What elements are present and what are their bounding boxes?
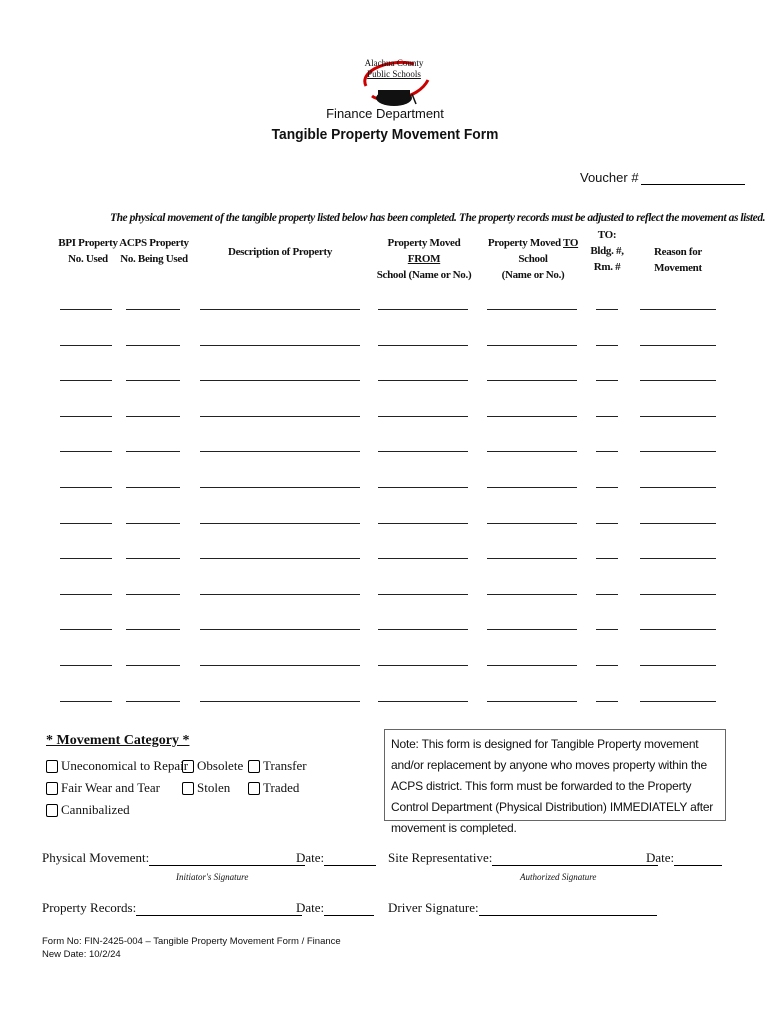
col-bldg-line3: Rm. # [593,261,621,273]
entry-line-reason[interactable] [640,701,716,702]
entry-line-acps[interactable] [126,416,180,417]
property-records-field[interactable] [42,900,302,916]
date-field-3[interactable] [296,900,374,916]
entry-line-to[interactable] [487,629,577,630]
entry-line-from[interactable] [378,416,468,417]
option-fair-wear[interactable] [46,780,160,796]
entry-line-bldg[interactable] [596,309,618,310]
footer-date: New Date: 10/2/24 [42,949,121,960]
col-to-post: School [518,253,548,265]
col-bpi-line2: No. Used [68,253,108,265]
entry-line-from[interactable] [378,487,468,488]
col-bpi-line1: BPI Property [58,237,118,249]
entry-line-reason[interactable] [640,380,716,381]
entry-line-acps[interactable] [126,665,180,666]
entry-line-to[interactable] [487,416,577,417]
entry-line-to[interactable] [487,558,577,559]
entry-line-from[interactable] [378,523,468,524]
entry-line-bpi[interactable] [60,665,112,666]
col-from [372,235,476,283]
voucher-line[interactable] [641,172,745,185]
entry-line-to[interactable] [487,345,577,346]
col-acps-line1: ACPS Property [119,237,189,249]
property-records-label: Property Records: [42,900,137,915]
entry-line-acps[interactable] [126,487,180,488]
option-label: Fair Wear and Tear [61,780,160,795]
col-reason: Reason for Movement [653,246,703,274]
form-title: Tangible Property Movement Form [271,126,499,143]
initiator-caption: Initiator's Signature [176,872,249,882]
checkbox[interactable] [182,782,194,795]
entry-line-description[interactable] [200,487,360,488]
driver-label: Driver Signature: [388,900,479,915]
entry-line-bpi[interactable] [60,416,112,417]
entry-line-bpi[interactable] [60,558,112,559]
entry-line-from[interactable] [378,594,468,595]
date-line[interactable] [324,853,376,866]
department-label: Finance Department [326,106,444,121]
entry-line-from[interactable] [378,629,468,630]
entry-line-description[interactable] [200,309,360,310]
checkbox[interactable] [248,760,260,773]
option-uneconomical[interactable] [46,758,188,774]
option-traded[interactable] [248,780,299,796]
voucher-field[interactable] [580,170,745,185]
checkbox[interactable] [46,804,58,817]
option-label: Transfer [263,758,307,773]
site-rep-label: Site Representative: [388,850,493,865]
entry-line-from[interactable] [378,345,468,346]
entry-line-reason[interactable] [640,416,716,417]
entry-line-description[interactable] [200,701,360,702]
entry-line-bldg[interactable] [596,345,618,346]
date-line[interactable] [324,903,374,916]
property-records-line[interactable] [136,903,302,916]
entry-line-description[interactable] [200,380,360,381]
entry-line-from[interactable] [378,701,468,702]
checkbox[interactable] [248,782,260,795]
movement-category-title: * Movement Category * [46,733,190,748]
entry-line-acps[interactable] [126,523,180,524]
entry-line-bpi[interactable] [60,523,112,524]
option-label: Traded [263,780,300,795]
entry-line-to[interactable] [487,665,577,666]
entry-line-bldg[interactable] [596,665,618,666]
entry-line-description[interactable] [200,416,360,417]
driver-signature-field[interactable] [388,900,657,916]
option-transfer[interactable] [248,758,307,774]
col-from-u: FROM [407,253,441,265]
col-description: Description of Property [227,246,333,258]
entry-line-to[interactable] [487,594,577,595]
date-label: Date: [296,850,325,865]
entry-line-to[interactable] [487,451,577,452]
col-bldg-line2: Bldg. #, [590,245,624,257]
date-field-1[interactable] [296,850,376,866]
entry-line-to[interactable] [487,701,577,702]
checkbox[interactable] [46,782,58,795]
entry-line-bldg[interactable] [596,629,618,630]
col-to-line2: (Name or No.) [501,269,565,281]
entry-line-reason[interactable] [640,345,716,346]
entry-line-reason[interactable] [640,558,716,559]
entry-line-to[interactable] [487,380,577,381]
logo-line-1: Alachua County [364,58,424,68]
col-bldg [588,227,626,275]
entry-line-description[interactable] [200,451,360,452]
col-from-pre: Property Moved [387,237,461,249]
entry-line-bpi[interactable] [60,629,112,630]
logo-line-2: Public Schools [367,69,421,79]
entry-line-bpi[interactable] [60,380,112,381]
note-box: Note: This form is designed for Tangible Property movement and/or replacement by anyone who moves property within the ACPS district. This form must be forwarded to the Property Control Department (Physical Distribution) IMMEDIATELY after movement is completed. [384,729,726,821]
entry-line-to[interactable] [487,487,577,488]
date-line[interactable] [674,853,722,866]
entry-line-reason[interactable] [640,665,716,666]
entry-line-acps[interactable] [126,380,180,381]
entry-line-bpi[interactable] [60,309,112,310]
entry-line-bldg[interactable] [596,701,618,702]
physical-movement-line[interactable] [149,853,305,866]
entry-line-reason[interactable] [640,594,716,595]
option-cannibalized[interactable] [46,802,130,818]
entry-line-to[interactable] [487,523,577,524]
checkbox[interactable] [182,760,194,773]
entry-line-description[interactable] [200,345,360,346]
entry-line-bpi[interactable] [60,451,112,452]
checkbox[interactable] [46,760,58,773]
authorized-caption: Authorized Signature [520,872,597,882]
entry-line-bpi[interactable] [60,594,112,595]
entry-line-reason[interactable] [640,309,716,310]
col-to-pre: Property Moved [487,237,564,249]
entry-line-reason[interactable] [640,451,716,452]
entry-line-acps[interactable] [126,451,180,452]
option-label: Cannibalized [61,802,130,817]
col-acps [118,235,190,267]
entry-line-acps[interactable] [126,594,180,595]
entry-line-bpi[interactable] [60,345,112,346]
date-label: Date: [296,900,325,915]
entry-line-from[interactable] [378,380,468,381]
site-rep-field[interactable] [388,850,658,866]
entry-line-description[interactable] [200,558,360,559]
entry-line-acps[interactable] [126,701,180,702]
col-to-u: TO [563,237,579,249]
entry-line-bldg[interactable] [596,416,618,417]
intro-text: The physical movement of the tangible property listed below has been completed. The property records must be adjusted to reflect the movement as listed. [110,212,766,224]
entry-line-acps[interactable] [126,629,180,630]
entry-line-description[interactable] [200,665,360,666]
entry-line-bldg[interactable] [596,594,618,595]
entry-line-description[interactable] [200,594,360,595]
entry-line-acps[interactable] [126,309,180,310]
option-label: Obsolete [197,758,244,773]
entry-line-from[interactable] [378,558,468,559]
entry-line-from[interactable] [378,665,468,666]
col-bpi [56,235,120,267]
date-field-2[interactable] [646,850,722,866]
entry-line-to[interactable] [487,309,577,310]
site-rep-line[interactable] [492,853,658,866]
entry-line-bldg[interactable] [596,558,618,559]
date-label: Date: [646,850,675,865]
entry-line-reason[interactable] [640,629,716,630]
entry-line-description[interactable] [200,523,360,524]
entry-line-bldg[interactable] [596,451,618,452]
entry-line-acps[interactable] [126,345,180,346]
entry-line-bpi[interactable] [60,701,112,702]
col-bldg-line1: TO: [597,229,617,241]
entry-line-acps[interactable] [126,558,180,559]
entry-line-reason[interactable] [640,487,716,488]
entry-line-bldg[interactable] [596,487,618,488]
logo-text [362,58,426,80]
physical-movement-label: Physical Movement: [42,850,150,865]
physical-movement-field[interactable] [42,850,305,866]
col-from-line2: School (Name or No.) [376,269,472,281]
col-acps-line2: No. Being Used [120,253,188,265]
driver-line[interactable] [479,903,657,916]
entry-line-from[interactable] [378,309,468,310]
footer [42,935,341,961]
option-label: Stolen [197,780,231,795]
col-to [478,235,588,283]
option-obsolete[interactable] [182,758,243,774]
entry-line-description[interactable] [200,629,360,630]
entry-line-reason[interactable] [640,523,716,524]
option-label: Uneconomical to Repair [61,758,189,773]
option-stolen[interactable] [182,780,230,796]
entry-line-from[interactable] [378,451,468,452]
voucher-label: Voucher # [580,170,639,185]
entry-line-bldg[interactable] [596,380,618,381]
entry-line-bpi[interactable] [60,487,112,488]
footer-form-number: Form No: FIN-2425-004 – Tangible Property Movement Form / Finance [42,936,341,947]
entry-line-bldg[interactable] [596,523,618,524]
